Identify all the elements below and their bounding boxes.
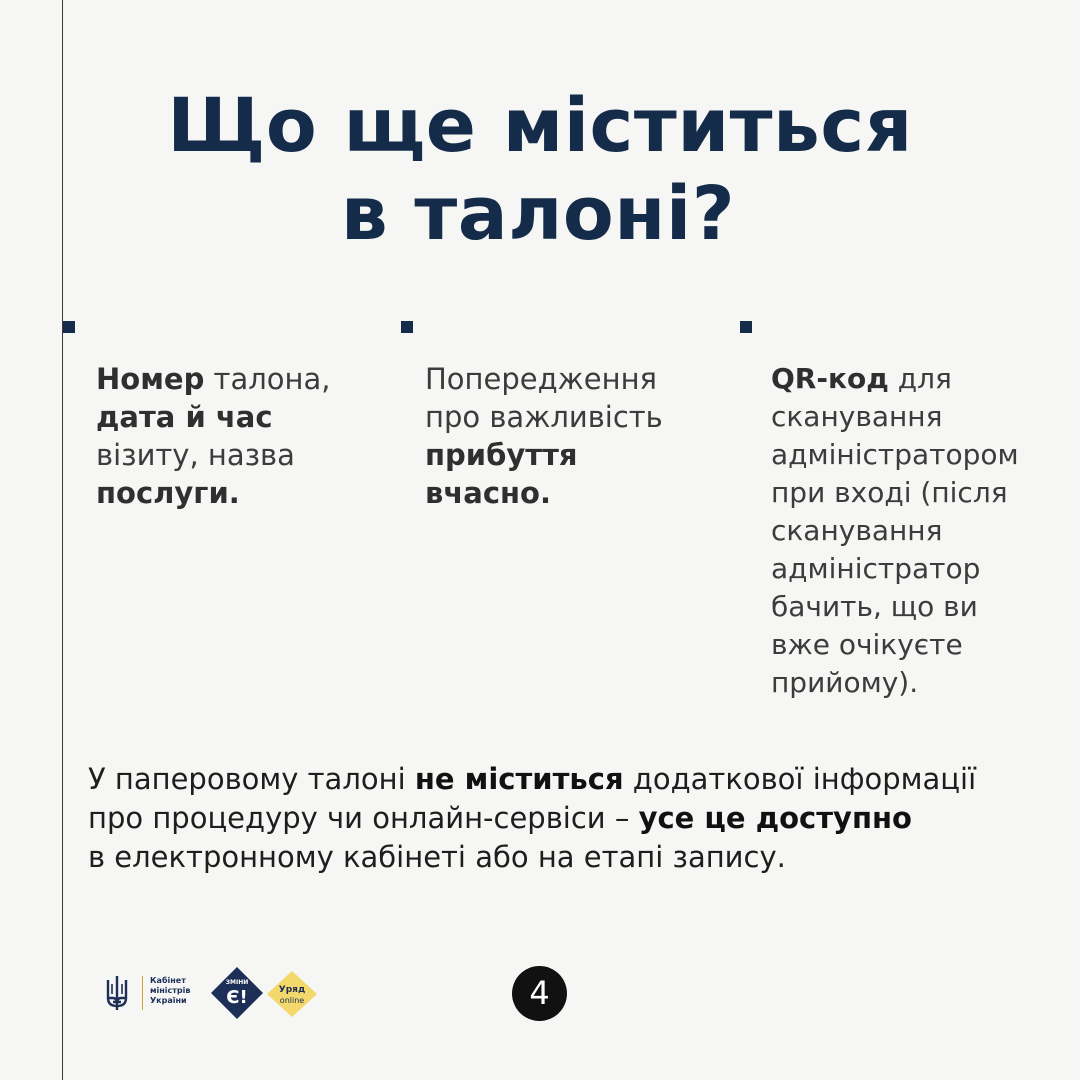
bold-text: дата й час [96, 400, 273, 434]
column-line [425, 474, 663, 512]
column-line [771, 512, 1019, 550]
uryad-line-1: Уряд [278, 985, 306, 995]
page-title [0, 82, 1080, 258]
bold-text: усе це доступно [638, 801, 912, 835]
uryad-online-logo [266, 970, 318, 1018]
column-line [425, 398, 663, 436]
column-line [771, 626, 1019, 664]
footer-logos [104, 966, 344, 1022]
note-line-3: в електронному кабінеті або на етапі запису. [88, 840, 786, 874]
trident-icon [104, 974, 130, 1012]
column-line [771, 550, 1019, 588]
regular-text: адміністратором [771, 438, 1019, 471]
regular-text: адміністратор [771, 552, 981, 585]
column-line [771, 398, 1019, 436]
column-line [771, 664, 1019, 702]
zminy-logo [210, 966, 264, 1020]
kmu-line: міністрів [150, 986, 191, 995]
uryad-line-2: online [279, 996, 305, 1005]
column-line [96, 436, 330, 474]
column-line [771, 588, 1019, 626]
column-line [771, 360, 1019, 398]
regular-text: вже очікуєте [771, 628, 963, 661]
info-column-arrival-warning [425, 360, 663, 512]
square-bullet-icon [401, 321, 413, 333]
column-line [771, 474, 1019, 512]
logo-separator [142, 976, 143, 1010]
bold-text: не міститься [414, 762, 624, 796]
regular-text: про важливість [425, 400, 663, 434]
kmu-line: України [150, 996, 187, 1005]
regular-text: про процедуру чи онлайн-сервіси – [88, 801, 639, 835]
title-line-1: Що ще міститься [167, 83, 913, 169]
bold-text: послуги. [96, 476, 240, 510]
regular-text: візиту, назва [96, 438, 295, 472]
paper-ticket-note [88, 760, 976, 877]
info-column-qr-code [771, 360, 1019, 702]
column-line [425, 436, 663, 474]
regular-text: Попередження [425, 362, 657, 396]
note-line-1 [88, 760, 976, 799]
bold-text: Номер [96, 362, 205, 396]
column-line [96, 474, 330, 512]
note-line-2 [88, 799, 976, 838]
square-bullet-icon [740, 321, 752, 333]
regular-text: бачить, що ви [771, 590, 978, 623]
info-column-ticket-number [96, 360, 330, 512]
regular-text: сканування [771, 514, 943, 547]
regular-text: талона, [204, 362, 331, 396]
regular-text: при вході (після [771, 476, 1008, 509]
regular-text: прийому). [771, 666, 919, 699]
regular-text: У паперовому талоні [88, 762, 415, 796]
square-bullet-icon [63, 321, 75, 333]
regular-text: для [888, 362, 952, 395]
column-line [425, 360, 663, 398]
regular-text: сканування [771, 400, 943, 433]
cabinet-of-ministers-logo-text [150, 976, 190, 1006]
bold-text: прибуття [425, 438, 578, 472]
zminy-mark: Є! [226, 987, 248, 1008]
column-line [96, 360, 330, 398]
kmu-line: Кабінет [150, 976, 186, 985]
title-line-2: в талоні? [340, 171, 736, 257]
column-line [771, 436, 1019, 474]
page-number-badge: 4 [512, 966, 567, 1021]
zminy-label: ЗМІНИ [225, 979, 249, 986]
bold-text: вчасно. [425, 476, 551, 510]
bold-text: QR-код [771, 362, 889, 395]
regular-text: додаткової інформації [623, 762, 977, 796]
column-line [96, 398, 330, 436]
